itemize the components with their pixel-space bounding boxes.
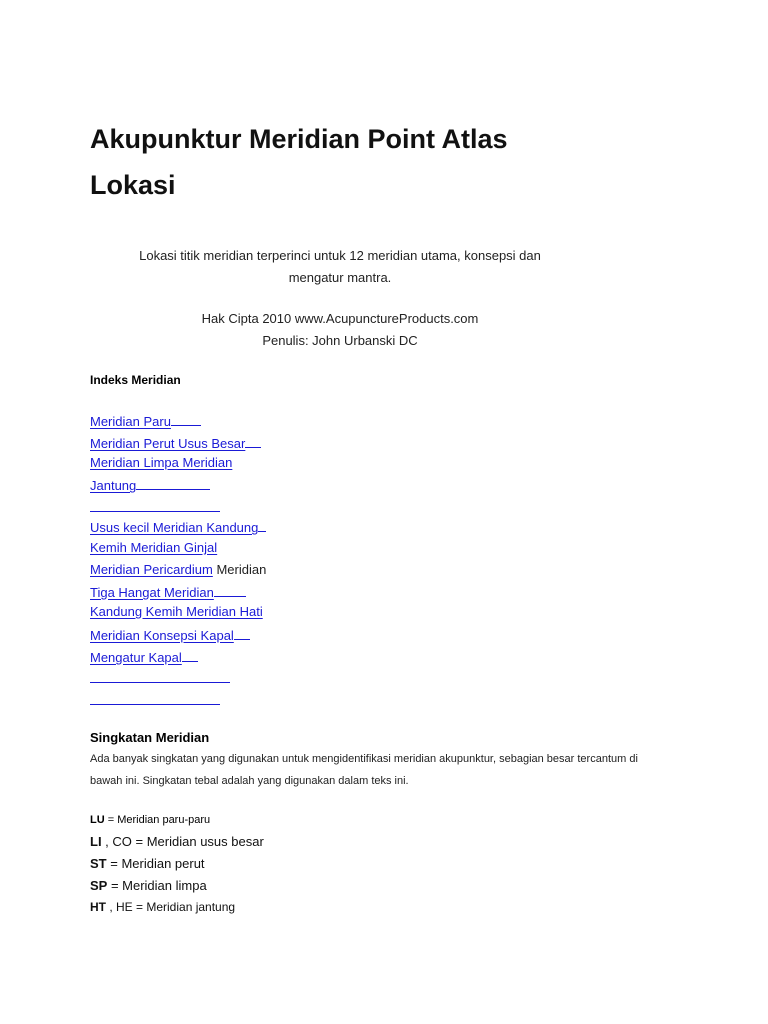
- link-meridian-perut-usus-besar[interactable]: Meridian Perut Usus Besar: [90, 436, 246, 451]
- abbrev-item: [90, 856, 205, 871]
- abbrev-text: = Meridian paru-paru: [104, 814, 211, 826]
- page-title-line2: Lokasi: [90, 170, 176, 200]
- link-tiga-hangat[interactable]: Tiga Hangat Meridian: [90, 585, 214, 600]
- abbrev-text: = Meridian jantung: [132, 900, 236, 914]
- link-meridian-pericardium[interactable]: Meridian Pericardium: [90, 562, 213, 577]
- link-underline-blank[interactable]: [136, 476, 210, 490]
- abbrev-alt: , CO: [101, 834, 132, 849]
- link-underline-blank[interactable]: [245, 434, 261, 448]
- abbrev-item: [90, 900, 235, 914]
- index-row: [90, 540, 217, 555]
- link-usus-kecil[interactable]: Usus kecil Meridian Kandung: [90, 520, 259, 535]
- abbrev-code: LU: [90, 814, 105, 826]
- link-underline-blank[interactable]: [171, 412, 201, 426]
- abbrev-text: = Meridian perut: [106, 856, 205, 871]
- link-underline-blank[interactable]: [90, 704, 220, 705]
- copyright-text: Hak Cipta 2010 www.AcupunctureProducts.com: [201, 311, 479, 326]
- index-row: [90, 434, 261, 451]
- abbreviations-paragraph-line2: bawah ini. Singkatan tebal adalah yang digunakan dalam teks ini.: [90, 775, 409, 787]
- index-row: [90, 626, 250, 643]
- page-title: Akupunktur Meridian Point Atlas: [90, 124, 508, 154]
- index-row: [90, 583, 246, 600]
- abbreviations-heading: Singkatan Meridian: [90, 730, 210, 745]
- link-underline-blank[interactable]: [234, 626, 250, 640]
- index-row: [90, 604, 263, 619]
- abbrev-code: ST: [90, 856, 107, 871]
- link-underline-blank[interactable]: [258, 518, 266, 532]
- index-row: [90, 562, 266, 577]
- link-underline-blank[interactable]: [90, 511, 220, 512]
- author-text: Penulis: John Urbanski DC: [262, 333, 418, 348]
- link-underline-blank[interactable]: [90, 682, 230, 683]
- abbrev-alt: , HE: [106, 900, 133, 914]
- index-row: [90, 518, 266, 535]
- abbrev-code: LI: [90, 834, 102, 849]
- abbrev-code: HT: [90, 900, 106, 914]
- index-row: [90, 648, 198, 665]
- abbrev-text: = Meridian usus besar: [131, 834, 264, 849]
- subtitle-line1: Lokasi titik meridian terperinci untuk 12 meridian utama, konsepsi dan: [139, 248, 541, 263]
- link-mengatur-kapal[interactable]: Mengatur Kapal: [90, 650, 182, 665]
- link-jantung[interactable]: Jantung: [90, 478, 137, 493]
- link-underline-blank[interactable]: [214, 583, 246, 597]
- index-row: [90, 476, 210, 493]
- link-meridian-limpa[interactable]: Meridian Limpa Meridian: [90, 455, 233, 470]
- link-meridian-paru[interactable]: Meridian Paru: [90, 414, 171, 429]
- index-row: [90, 455, 232, 470]
- index-heading: Indeks Meridian: [90, 373, 181, 387]
- link-kandung-kemih-hati[interactable]: Kandung Kemih Meridian Hati: [90, 604, 263, 619]
- subtitle-line2: mengatur mantra.: [288, 270, 392, 285]
- row-plain-text: Meridian: [212, 562, 267, 577]
- abbrev-item: [90, 834, 264, 849]
- abbrev-code: SP: [90, 878, 108, 893]
- abbreviations-paragraph-line1: Ada banyak singkatan yang digunakan untuk mengidentifikasi meridian akupunktur, sebagian besar tercantum di: [90, 753, 638, 765]
- abbrev-item: [90, 878, 207, 893]
- link-meridian-konsepsi[interactable]: Meridian Konsepsi Kapal: [90, 628, 234, 643]
- link-kemih-meridian-ginjal[interactable]: Kemih Meridian Ginjal: [90, 540, 218, 555]
- link-underline-blank[interactable]: [182, 648, 198, 662]
- abbrev-item: [90, 814, 210, 826]
- abbrev-text: = Meridian limpa: [107, 878, 207, 893]
- index-row: [90, 412, 201, 429]
